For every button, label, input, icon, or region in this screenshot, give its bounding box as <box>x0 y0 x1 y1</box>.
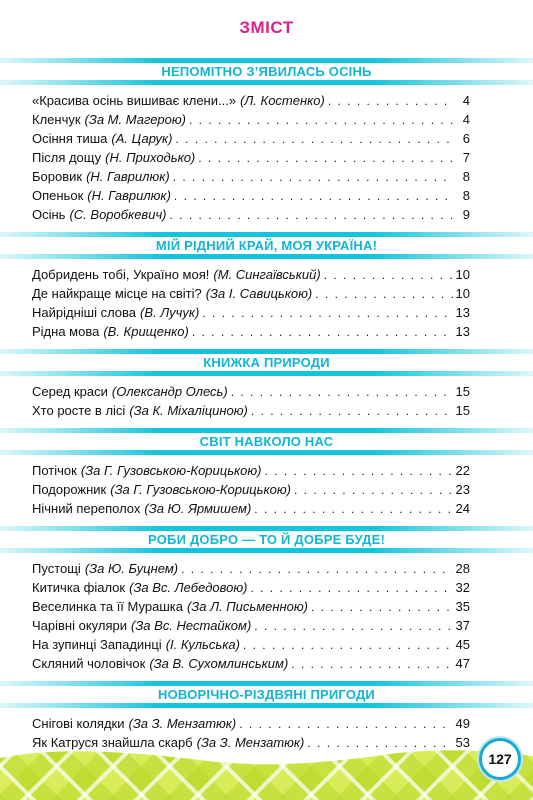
toc-section <box>0 349 533 420</box>
toc-entry <box>32 148 470 167</box>
entry-page-number: 45 <box>455 637 470 652</box>
entry-author: (За З. Мензатюк) <box>128 716 237 731</box>
entry-title: Китичка фіалок <box>32 580 126 595</box>
toc-entry <box>32 129 470 148</box>
toc-entry <box>32 499 470 518</box>
toc-entry <box>32 167 470 186</box>
dot-leader <box>291 655 452 674</box>
entry-title: Подорожник <box>32 482 107 497</box>
entry-page-number: 13 <box>455 305 470 320</box>
section-divider <box>0 254 533 259</box>
section-header <box>0 428 533 455</box>
dot-leader <box>265 462 453 481</box>
toc-entry <box>32 480 470 499</box>
section-divider <box>0 450 533 455</box>
dot-leader <box>254 500 452 519</box>
entry-title: Пустощі <box>32 561 81 576</box>
section-title: МІЙ РІДНИЙ КРАЙ, МОЯ УКРАЇНА! <box>155 238 378 253</box>
section-title: КНИЖКА ПРИРОДИ <box>203 355 330 370</box>
table-of-contents <box>0 50 533 752</box>
entry-page-number: 22 <box>455 463 470 478</box>
entry-author: (За І. Савицькою) <box>205 286 313 301</box>
entry-page-number: 35 <box>455 599 470 614</box>
toc-entry <box>32 714 470 733</box>
toc-entry <box>32 186 470 205</box>
entry-title: Кленчук <box>32 112 81 127</box>
entry-author: (За З. Мензатюк) <box>196 735 305 750</box>
section-divider <box>0 80 533 85</box>
dot-leader <box>250 579 452 598</box>
section-header <box>0 681 533 708</box>
toc-entry <box>32 597 470 616</box>
section-header <box>0 58 533 85</box>
entry-author: (За Л. Письменною) <box>186 599 309 614</box>
dot-leader <box>324 266 453 285</box>
entry-author: (В. Лучук) <box>140 305 200 320</box>
section-title: НЕПОМІТНО З’ЯВИЛАСЬ ОСІНЬ <box>161 64 372 79</box>
entry-page-number: 8 <box>462 188 470 203</box>
entry-author: (За Вс. Нестайком) <box>131 618 252 633</box>
entry-page-number: 15 <box>455 384 470 399</box>
toc-section <box>0 428 533 518</box>
dot-leader <box>294 481 453 500</box>
entry-page-number: 13 <box>455 324 470 339</box>
entry-title: Серед краси <box>32 384 108 399</box>
footer-decoration <box>0 738 533 800</box>
toc-section <box>0 526 533 673</box>
entry-title: «Красива осінь вишиває клени...» <box>32 93 237 108</box>
entry-title: Боровик <box>32 169 83 184</box>
entry-page-number: 32 <box>455 580 470 595</box>
entry-author: (Н. Гаврилюк) <box>87 188 171 203</box>
entry-title: Нічний переполох <box>32 501 141 516</box>
entry-author: (Н. Гаврилюк) <box>86 169 170 184</box>
entry-page-number: 4 <box>462 93 470 108</box>
entry-page-number: 23 <box>455 482 470 497</box>
entry-author: (Олександр Олесь) <box>111 384 228 399</box>
entry-list <box>0 91 533 224</box>
dot-leader <box>189 111 453 130</box>
entry-page-number: 47 <box>455 656 470 671</box>
toc-entry <box>32 205 470 224</box>
entry-author: (За Г. Гузовською-Корицькою) <box>80 463 262 478</box>
toc-entry <box>32 284 470 303</box>
entry-page-number: 49 <box>455 716 470 731</box>
entry-author: (М. Сингаївський) <box>213 267 321 282</box>
entry-author: (В. Крищенко) <box>103 324 189 339</box>
dot-leader <box>243 636 453 655</box>
entry-author: (Л. Костенко) <box>240 93 325 108</box>
entry-title: Осіння тиша <box>32 131 108 146</box>
entry-page-number: 24 <box>455 501 470 516</box>
section-divider <box>0 548 533 553</box>
section-header <box>0 526 533 553</box>
entry-title: На зупинці Западинці <box>32 637 162 652</box>
toc-section <box>0 232 533 341</box>
entry-page-number: 4 <box>462 112 470 127</box>
dot-leader <box>328 92 453 111</box>
entry-title: Осінь <box>32 207 66 222</box>
entry-author: (За К. Міхаліциною) <box>129 403 248 418</box>
toc-entry <box>32 616 470 635</box>
section-header <box>0 232 533 259</box>
section-title: СВІТ НАВКОЛО НАС <box>199 434 334 449</box>
entry-page-number: 6 <box>462 131 470 146</box>
entry-title: Найрідніші слова <box>32 305 137 320</box>
toc-entry <box>32 382 470 401</box>
section-title: НОВОРІЧНО-РІЗДВЯНІ ПРИГОДИ <box>158 687 375 702</box>
toc-entry <box>32 578 470 597</box>
dot-leader <box>173 168 453 187</box>
entry-page-number: 10 <box>455 286 470 301</box>
toc-entry <box>32 559 470 578</box>
entry-title: Як Катруся знайшла скарб <box>32 735 193 750</box>
toc-entry <box>32 635 470 654</box>
entry-list <box>0 461 533 518</box>
dot-leader <box>192 323 453 342</box>
toc-entry <box>32 91 470 110</box>
dot-leader <box>202 304 452 323</box>
section-divider <box>0 371 533 376</box>
page-number-badge: 127 <box>479 738 521 780</box>
entry-author: (За М. Магерою) <box>84 112 186 127</box>
entry-author: (За В. Сухомлинським) <box>149 656 289 671</box>
toc-entry <box>32 322 470 341</box>
dot-leader <box>181 560 452 579</box>
entry-title: Де найкраще місце на світі? <box>32 286 202 301</box>
entry-title: Опеньок <box>32 188 84 203</box>
dot-leader <box>254 617 452 636</box>
dot-leader <box>239 715 452 734</box>
page-title: ЗМІСТ <box>239 18 294 37</box>
entry-title: Рідна мова <box>32 324 100 339</box>
entry-title: Потічок <box>32 463 77 478</box>
dot-leader <box>315 285 452 304</box>
toc-entry <box>32 110 470 129</box>
entry-list <box>0 559 533 673</box>
entry-author: (Н. Приходько) <box>105 150 196 165</box>
section-divider <box>0 703 533 708</box>
dot-leader <box>176 130 454 149</box>
entry-author: (І. Кульська) <box>165 637 240 652</box>
entry-author: (За Ю. Ярмишем) <box>144 501 252 516</box>
entry-page-number: 53 <box>455 735 470 750</box>
entry-author: (А. Царук) <box>111 131 173 146</box>
section-title: РОБИ ДОБРО — ТО Й ДОБРЕ БУДЕ! <box>148 532 385 547</box>
toc-entry <box>32 401 470 420</box>
entry-title: Скляний чоловічок <box>32 656 146 671</box>
entry-author: (За Ю. Буцнем) <box>84 561 179 576</box>
toc-entry <box>32 303 470 322</box>
entry-list <box>0 382 533 420</box>
entry-title: Веселинка та її Мурашка <box>32 599 183 614</box>
entry-title: Чарівні окуляри <box>32 618 127 633</box>
dot-leader <box>311 598 453 617</box>
dot-leader <box>170 206 453 225</box>
dot-leader <box>198 149 453 168</box>
entry-page-number: 10 <box>455 267 470 282</box>
entry-author: (С. Воробкевич) <box>69 207 167 222</box>
dot-leader <box>251 402 453 421</box>
toc-entry <box>32 461 470 480</box>
entry-title: Після дощу <box>32 150 102 165</box>
toc-entry <box>32 265 470 284</box>
entry-title: Снігові колядки <box>32 716 125 731</box>
entry-page-number: 9 <box>462 207 470 222</box>
entry-author: (За Вс. Лебедовою) <box>129 580 248 595</box>
entry-list <box>0 265 533 341</box>
toc-section <box>0 58 533 224</box>
entry-title: Добридень тобі, Україно моя! <box>32 267 210 282</box>
entry-page-number: 8 <box>462 169 470 184</box>
section-header <box>0 349 533 376</box>
entry-page-number: 37 <box>455 618 470 633</box>
dot-leader <box>174 187 453 206</box>
entry-page-number: 15 <box>455 403 470 418</box>
entry-author: (За Г. Гузовською-Корицькою) <box>110 482 291 497</box>
dot-leader <box>231 383 453 402</box>
toc-entry <box>32 654 470 673</box>
entry-page-number: 7 <box>462 150 470 165</box>
entry-page-number: 28 <box>455 561 470 576</box>
entry-title: Хто росте в лісі <box>32 403 126 418</box>
